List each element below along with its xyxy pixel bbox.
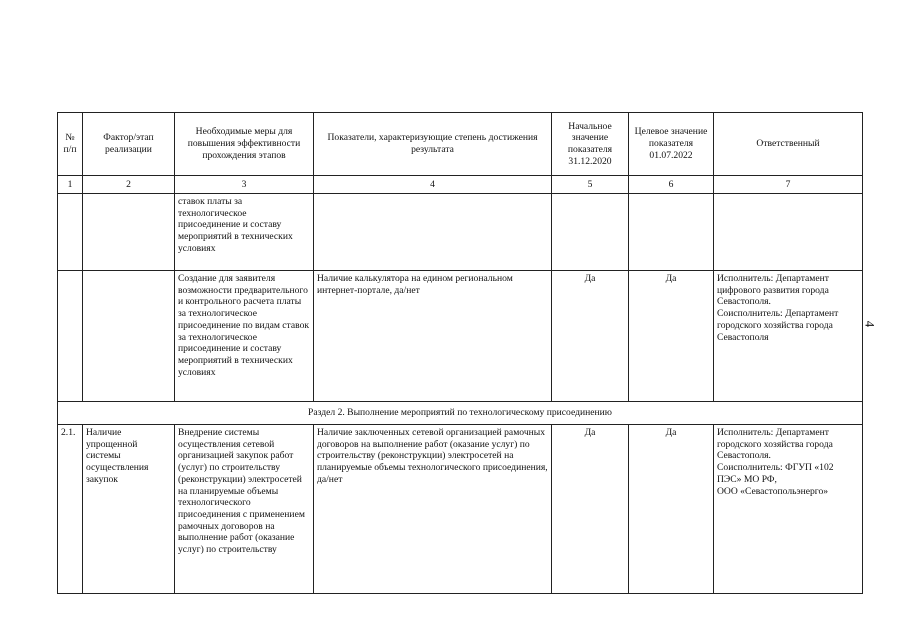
column-number: 4 <box>314 176 552 194</box>
column-number: 3 <box>175 176 314 194</box>
section-title: Раздел 2. Выполнение мероприятий по технологическому присоединению <box>58 402 863 425</box>
cell-responsible <box>714 425 863 594</box>
cell-measures: ставок платы за технологическое присоединение и составу мероприятий в технических условиях <box>175 194 314 271</box>
cell-factor <box>83 194 175 271</box>
page-number: 4 <box>862 320 878 328</box>
responsible-line: Исполнитель: Департамент цифрового развития города Севастополя. <box>717 273 829 308</box>
header-row <box>58 113 863 176</box>
cell-measures: Создание для заявителя возможности предварительного и контрольного расчета платы за технологическое присоединение по видам ставок за технологическое присоединение и составу мероприятий в технических условиях <box>175 271 314 402</box>
table-row <box>58 271 863 402</box>
table-row <box>58 194 863 271</box>
cell-initial: Да <box>552 425 629 594</box>
responsible-line: Исполнитель: Департамент городского хозяйства города Севастополя. <box>717 427 833 462</box>
cell-num <box>58 271 83 402</box>
header-measures: Необходимые меры для повышения эффективности прохождения этапов <box>175 113 314 176</box>
cell-indicator: Наличие калькулятора на едином региональном интернет-портале, да/нет <box>314 271 552 402</box>
header-target: Целевое значение показателя 01.07.2022 <box>629 113 714 176</box>
cell-target: Да <box>629 271 714 402</box>
cell-indicator: Наличие заключенных сетевой организацией рамочных договоров на выполнение работ (оказание услуг) по строительству (реконструкции) электросетей на планируемые объемы технологического присоединения, да/нет <box>314 425 552 594</box>
cell-responsible <box>714 271 863 402</box>
responsible-line: Соисполнитель: ФГУП «102 ПЭС» МО РФ, <box>717 462 834 485</box>
cell-factor: Наличие упрощенной системы осуществления закупок <box>83 425 175 594</box>
table-row <box>58 425 863 594</box>
header-initial: Начальное значение показателя 31.12.2020 <box>552 113 629 176</box>
header-factor: Фактор/этап реализации <box>83 113 175 176</box>
cell-target: Да <box>629 425 714 594</box>
measures-table <box>57 112 863 594</box>
column-number: 1 <box>58 176 83 194</box>
responsible-line: ООО «Севастопольэнерго» <box>717 485 829 497</box>
column-number: 2 <box>83 176 175 194</box>
section-row <box>58 402 863 425</box>
column-number-row <box>58 176 863 194</box>
cell-num: 2.1. <box>58 425 83 594</box>
column-number: 6 <box>629 176 714 194</box>
header-indicator: Показатели, характеризующие степень достижения результата <box>314 113 552 176</box>
cell-measures: Внедрение системы осуществления сетевой организацией закупок работ (услуг) по строительству (реконструкции) электросетей на планируемые объемы технологического присоединения с применением рамочных договоров на выполнение работ (оказание услуг) по строительству <box>175 425 314 594</box>
cell-responsible <box>714 194 863 271</box>
cell-num <box>58 194 83 271</box>
responsible-line: Соисполнитель: Департамент городского хозяйства города Севастополя <box>717 308 839 343</box>
cell-factor <box>83 271 175 402</box>
column-number: 7 <box>714 176 863 194</box>
cell-target <box>629 194 714 271</box>
column-number: 5 <box>552 176 629 194</box>
header-responsible: Ответственный <box>714 113 863 176</box>
header-num: № п/п <box>58 113 83 176</box>
cell-initial <box>552 194 629 271</box>
cell-indicator <box>314 194 552 271</box>
cell-initial: Да <box>552 271 629 402</box>
